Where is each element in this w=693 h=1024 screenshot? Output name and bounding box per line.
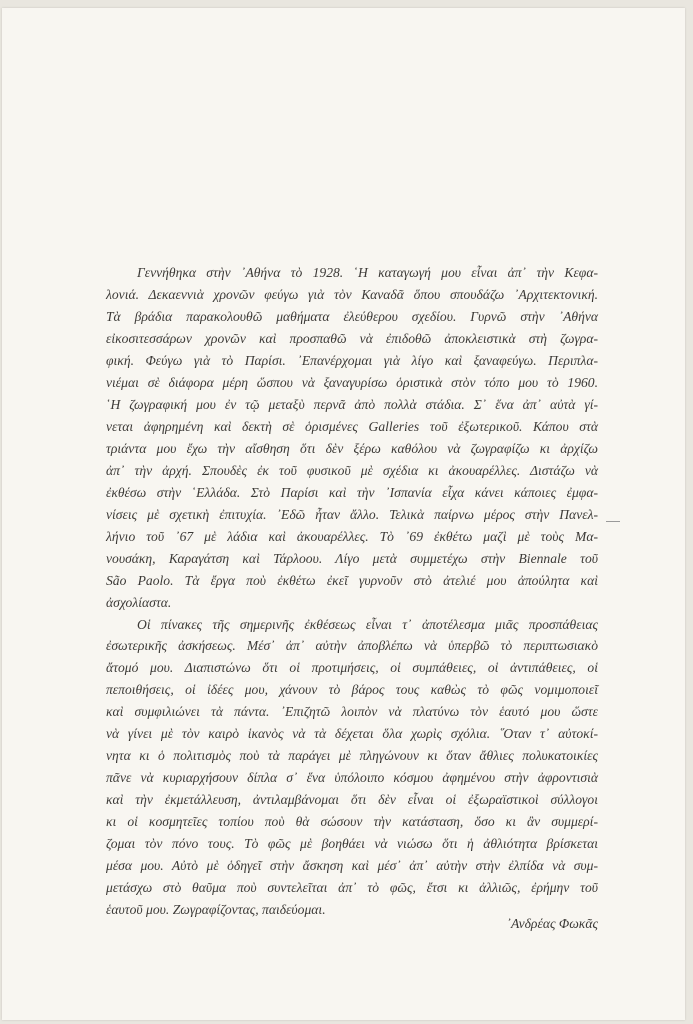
body-text — [106, 262, 598, 921]
text-line: μετάσχω στὸ θαῦμα ποὺ συντελεῖται ἀπ᾿ τὸ φῶς, ἔτσι κι ἀλλιῶς, ἐρήμην τοῦ — [106, 880, 598, 896]
text-line: μέσα μου. Αὐτὸ μὲ ὁδηγεῖ στὴν ἄσκηση καὶ μέσ᾿ ἀπ᾿ αὐτὴν στὴν ἐλπίδα νὰ συμ- — [106, 858, 598, 874]
text-line: Γεννήθηκα στὴν ᾿Αθήνα τὸ 1928. ῾Η καταγωγή μου εἶναι ἀπ᾿ τὴν Κεφα- — [137, 265, 598, 280]
author-signature: ᾿Ανδρέας Φωκᾶς — [506, 916, 598, 931]
text-line: ἐσωτερικῆς ἀσκήσεως. Μέσ᾿ ἀπ᾿ αὐτὴν ἀποβλέπω νὰ ὑπερβῶ τὸ περιπτωσιακὸ — [106, 638, 598, 654]
text-line: νὰ γίνει μὲ τὸν καιρὸ ἱκανὸς νὰ τὰ δέχεται ὅλα χωρὶς σχόλια. ῞Οταν τ᾿ αὐτοκί- — [106, 726, 598, 742]
text-line: νίσεις μὲ σχετικὴ ἐπιτυχία. ᾿Εδῶ ἦταν ἄλλο. Τελικὰ παίρνω μέρος στὴν Πανελ- — [106, 506, 598, 522]
text-line: λήνιο τοῦ ᾿67 μὲ λάδια καὶ ἀκουαρέλλες. Τὸ ᾿69 ἐκθέτω μαζὶ μὲ τοὺς Μα- — [106, 528, 598, 544]
text-line: εἰκοσιτεσσάρων χρονῶν καὶ προσπαθῶ νὰ ἐπιδοθῶ ἀποκλειστικὰ στὴ ζωγρα- — [106, 330, 598, 346]
text-line: Τὰ βράδια παρακολουθῶ μαθήματα ἐλεύθερου σχεδίου. Γυρνῶ στὴν ᾿Αθήνα — [106, 308, 598, 324]
text-line: πεποιθήσεις, οἱ ἰδέες μου, χάνουν τὸ βάρος τους καθὼς τὸ φῶς νομιμοποιεῖ — [106, 682, 598, 698]
text-line: κι οἱ κοσμητεῖες τοπίου ποὺ θὰ σώσουν τὴν κατάσταση, ὅσο κι ἂν συμμερί- — [106, 814, 598, 830]
text-line: λονιά. Δεκαεννιὰ χρονῶν φεύγω γιὰ τὸν Καναδᾶ ὅπου σπουδάζω ᾿Αρχιτεκτονική. — [106, 286, 598, 302]
text-line: ἑαυτοῦ μου. Ζωγραφίζοντας, παιδεύομαι. — [106, 902, 326, 918]
margin-mark — [606, 521, 620, 522]
text-line: φική. Φεύγω γιὰ τὸ Παρίσι. ᾿Επανέρχομαι γιὰ λίγο καὶ ξαναφεύγω. Περιπλα- — [106, 352, 598, 368]
text-line: ἀπ᾿ τὴν ἀρχή. Σπουδὲς ἐκ τοῦ φυσικοῦ μὲ σχέδια κι ἀκουαρέλλες. Διστάζω νὰ — [106, 462, 598, 478]
text-line: ἀσχολίαστα. — [106, 594, 172, 610]
text-line: καὶ συμφιλιώνει τὰ πάντα. ᾿Επιζητῶ λοιπὸν νὰ πλατύνω τὸν ἑαυτό μου ὥστε — [106, 704, 598, 720]
text-line: Οἱ πίνακες τῆς σημερινῆς ἐκθέσεως εἶναι τ᾿ ἀποτέλεσμα μιᾶς προσπάθειας — [137, 616, 598, 632]
text-line: νεται ἀφηρημένη καὶ δεκτὴ σὲ ὁρισμένες Galleries τοῦ ἐξωτερικοῦ. Κάπου στὰ — [106, 418, 598, 434]
text-line: νιέμαι σὲ διάφορα μέρη ὥσπου νὰ ξαναγυρίσω ὁριστικὰ στὸν τόπο μου τὸ 1960. — [106, 374, 598, 390]
text-line: καὶ τὴν ἐκμετάλλευση, ἀντιλαμβάνομαι ὅτι δὲν εἶναι οἱ ἐξωραϊστικοὶ σύλλογοι — [106, 792, 598, 808]
text-line: ἄτομό μου. Διαπιστώνω ὅτι οἱ προτιμήσεις, οἱ συμπάθειες, οἱ ἀντιπάθειες, οἱ — [106, 660, 598, 676]
text-line: τριάντα μου ἔχω τὴν αἴσθηση ὅτι δὲν ξέρω καθόλου νὰ ζωγραφίζω κι ἀρχίζω — [106, 440, 598, 456]
text-line: ῾Η ζωγραφική μου ἐν τῷ μεταξὺ περνᾶ ἀπὸ πολλὰ στάδια. Σ᾿ ἕνα ἀπ᾿ αὐτὰ γί- — [106, 396, 598, 412]
text-line: ἐκθέσω στὴν ῾Ελλάδα. Στὸ Παρίσι καὶ τὴν ᾿Ισπανία εἶχα κάνει κάποιες ἐμφα- — [106, 484, 598, 500]
text-line: ζομαι τὸν πόνο τους. Τὸ φῶς μὲ βοηθάει νὰ νιώσω ὅτι ἡ ἀθλιότητα βρίσκεται — [106, 836, 598, 852]
text-line: νουσάκη, Καραγάτση καὶ Τάρλοου. Λίγο μετὰ συμμετέχω στὴν Biennale τοῦ — [106, 550, 598, 566]
text-line: São Paolo. Τὰ ἔργα ποὺ ἐκθέτω ἐκεῖ γυρνοῦν στὸ ἀτελιέ μου ἀπούλητα καὶ — [106, 572, 598, 588]
text-line: νητα κι ὁ πολιτισμὸς ποὺ τὰ παράγει μὲ πληγώνουν κι ὅταν ἄθλιες πολυκατοικίες — [106, 748, 598, 764]
text-line: πᾶνε νὰ κυριαρχήσουν δίπλα σ᾿ ἕνα ὑπόλοιπο κόσμου ἀφημένου στὴν ἀφροντισιὰ — [106, 770, 598, 786]
